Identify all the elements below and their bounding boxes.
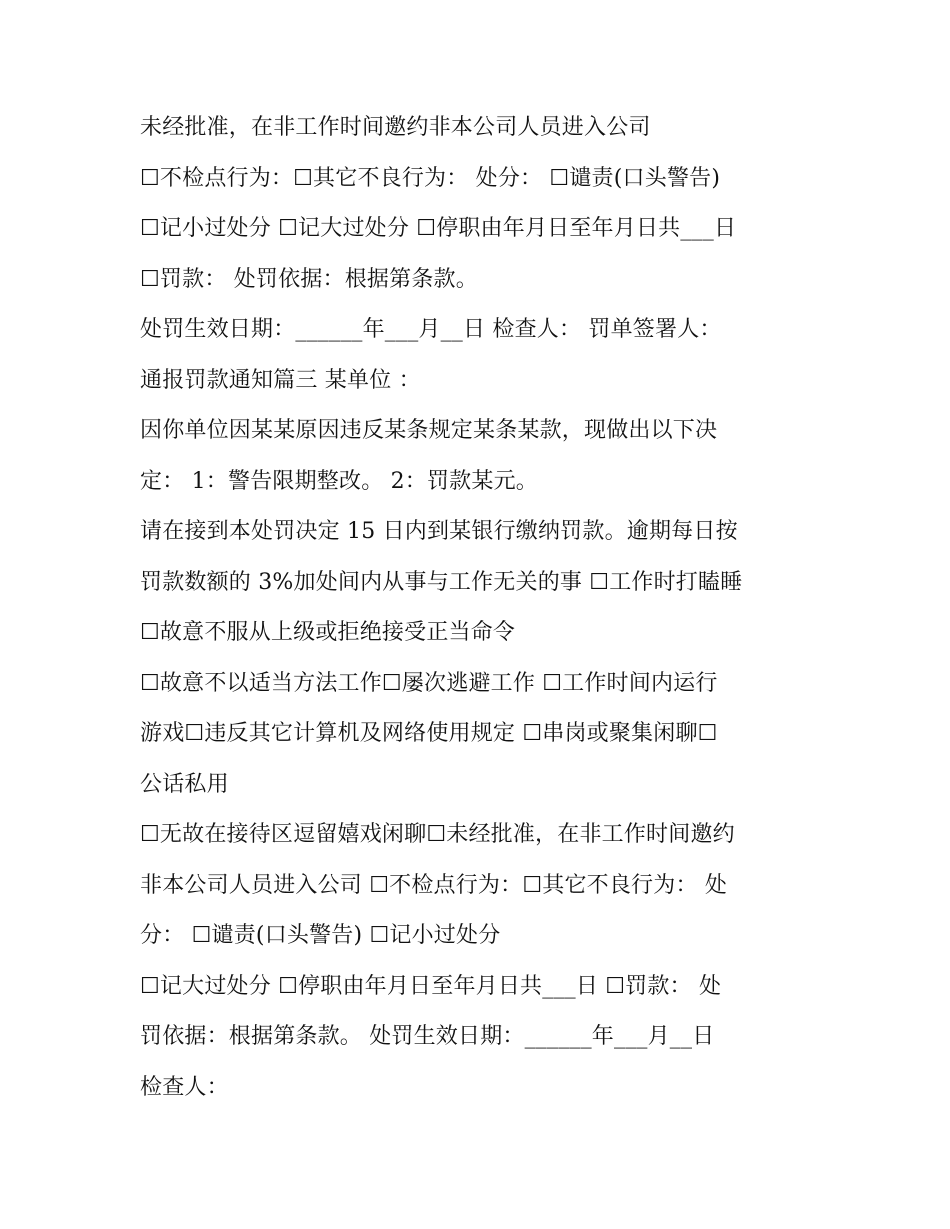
text-line-7: 因你单位因某某原因违反某条规定某条某款，现做出以下决 bbox=[140, 418, 718, 443]
text-line-15: ☐无故在接待区逗留嬉戏闲聊☐未经批准，在非工作时间邀约 bbox=[140, 822, 735, 847]
text-line-1: 未经批准，在非工作时间邀约非本公司人员进入公司 bbox=[140, 115, 651, 140]
text-line-9: 请在接到本处罚决定 15 日内到某银行缴纳罚款。逾期每日按 bbox=[140, 519, 738, 544]
document-page bbox=[140, 103, 830, 1113]
text-line-5: 处罚生效日期：______年___月__日 检查人： 罚单签署人： bbox=[140, 317, 722, 342]
text-line-4: ☐罚款： 处罚依据：根据第条款。 bbox=[140, 266, 478, 292]
text-line-11: ☐故意不服从上级或拒绝接受正当命令 bbox=[140, 620, 516, 645]
text-line-2: ☐不检点行为：☐其它不良行为： 处分： ☐谴责(口头警告) bbox=[140, 165, 721, 191]
text-line-8: 定： 1：警告限期整改。 2：罚款某元。 bbox=[140, 468, 538, 494]
text-line-18: ☐记大过处分 ☐停职由年月日至年月日共___日 ☐罚款： 处 bbox=[140, 973, 722, 999]
text-line-3: ☐记小过处分 ☐记大过处分 ☐停职由年月日至年月日共___日 bbox=[140, 216, 737, 241]
section-heading: 通报罚款通知篇三 某单位 ： bbox=[140, 367, 421, 393]
text-line-10: 罚款数额的 3%加处间内从事与工作无关的事 ☐工作时打瞌睡 bbox=[140, 569, 743, 595]
text-line-17: 分： ☐谴责(口头警告) ☐记小过处分 bbox=[140, 923, 501, 948]
text-line-20: 检查人： bbox=[140, 1074, 229, 1100]
text-line-12: ☐故意不以适当方法工作☐屡次逃避工作 ☐工作时间内运行 bbox=[140, 670, 718, 696]
text-line-13: 游戏☐违反其它计算机及网络使用规定 ☐串岗或聚集闲聊☐ bbox=[140, 721, 718, 746]
text-line-14: 公话私用 bbox=[140, 771, 229, 797]
text-line-16: 非本公司人员进入公司 ☐不检点行为：☐其它不良行为： 处 bbox=[140, 872, 728, 898]
text-line-19: 罚依据：根据第条款。 处罚生效日期：______年___月__日 bbox=[140, 1024, 715, 1049]
